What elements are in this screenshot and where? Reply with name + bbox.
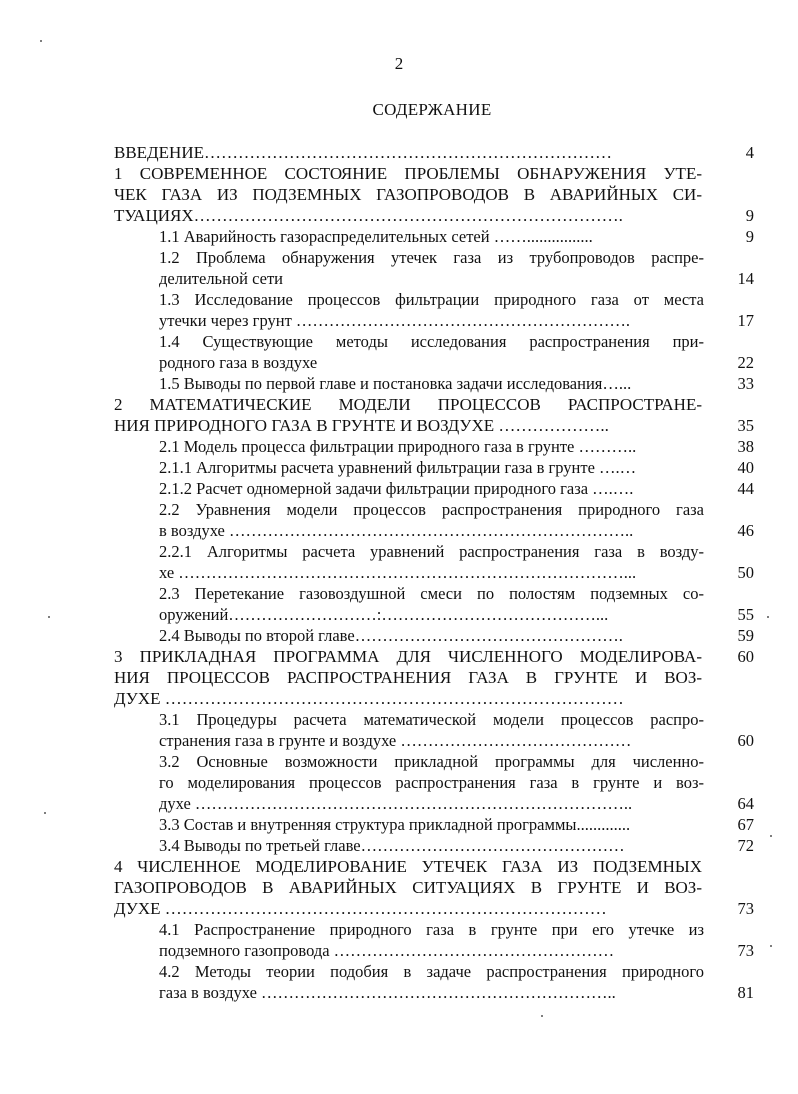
toc-entry — [114, 142, 754, 163]
toc-page-number: 38 — [737, 437, 754, 456]
toc-entry — [114, 457, 754, 478]
toc-page-number: 59 — [737, 626, 754, 645]
toc-entry-line: 2.2.1 Алгоритмы расчета уравнений распространения газа в возду- — [159, 542, 704, 561]
toc-entry-line: 3.4 Выводы по третьей главе………………………………………… — [159, 836, 625, 855]
toc-entry — [114, 289, 754, 331]
toc-title: СОДЕРЖАНИЕ — [372, 100, 492, 119]
toc-page-number: 50 — [737, 563, 754, 582]
toc-entry-line: 4 ЧИСЛЕННОЕ МОДЕЛИРОВАНИЕ УТЕЧЕК ГАЗА ИЗ ПОДЗЕМНЫХ — [114, 857, 702, 876]
toc-page-number: 22 — [737, 353, 754, 372]
toc-entry-line: 4.1 Распространение природного газа в грунте при его утечке из — [159, 920, 704, 939]
toc-entry-line: оружений………………………:…………………………………... — [159, 605, 609, 624]
toc-entry-line: ЧЕК ГАЗА ИЗ ПОДЗЕМНЫХ ГАЗОПРОВОДОВ В АВАРИЙНЫХ СИ- — [114, 185, 702, 204]
toc-entry-line: 2.1.2 Расчет одномерной задачи фильтрации природного газа ….…. — [159, 479, 634, 498]
toc-entry — [114, 856, 754, 919]
toc-page-number: 60 — [737, 731, 754, 750]
toc-entry — [114, 226, 754, 247]
toc-entry — [114, 814, 754, 835]
toc-entry-line: 4.2 Методы теории подобия в задаче распространения природного — [159, 962, 704, 981]
toc-entry-line: 1.3 Исследование процессов фильтрации природного газа от места — [159, 290, 704, 309]
toc-entry-line: 1 СОВРЕМЕННОЕ СОСТОЯНИЕ ПРОБЛЕМЫ ОБНАРУЖЕНИЯ УТЕ- — [114, 164, 702, 183]
toc-entry-line: 3.3 Состав и внутренняя структура прикладной программы............. — [159, 815, 631, 834]
toc-entry-line: духе …………………………………………………………………….. — [159, 794, 633, 813]
toc-entry — [114, 961, 754, 1003]
toc-entry-line: 2.3 Перетекание газовоздушной смеси по полостям подземных со- — [159, 584, 704, 603]
toc-entry-line: 2.1.1 Алгоритмы расчета уравнений фильтрации газа в грунте ….… — [159, 458, 637, 477]
toc-entry-line: 2.1 Модель процесса фильтрации природного газа в грунте ……….. — [159, 437, 637, 456]
toc-page-number: 35 — [737, 416, 754, 435]
toc-entry-line: делительной сети — [159, 269, 283, 288]
toc-page-number: 44 — [737, 479, 754, 498]
toc-page-number: 72 — [737, 836, 754, 855]
toc-entry — [114, 163, 754, 226]
toc-entry — [114, 373, 754, 394]
toc-page-number: 40 — [737, 458, 754, 477]
toc-entry-line: ГАЗОПРОВОДОВ В АВАРИЙНЫХ СИТУАЦИЯХ В ГРУНТЕ И ВОЗ- — [114, 878, 702, 897]
toc-entry-line: 3.1 Процедуры расчета математической модели процессов распро- — [159, 710, 704, 729]
toc-entry-line: утечки через грунт ……………………………………………………. — [159, 311, 631, 330]
toc-page-number: 9 — [745, 206, 754, 225]
toc-entry — [114, 499, 754, 541]
toc-page-number: 46 — [737, 521, 754, 540]
toc-entry — [114, 478, 754, 499]
toc-page-number: 60 — [737, 647, 754, 666]
toc-page-number: 17 — [737, 311, 754, 330]
toc-entry-line: странения газа в грунте и воздухе …………………………………… — [159, 731, 632, 750]
toc-entry-line: 2.2 Уравнения модели процессов распространения природного газа — [159, 500, 704, 519]
toc-page-number: 81 — [737, 983, 754, 1002]
toc-entry — [114, 919, 754, 961]
toc-entry-line: газа в воздухе ……………………………………………………….. — [159, 983, 616, 1002]
toc-entry-line: 3 ПРИКЛАДНАЯ ПРОГРАММА ДЛЯ ЧИСЛЕННОГО МОДЕЛИРОВА- — [114, 647, 702, 666]
toc-entry-line: 2.4 Выводы по второй главе…………………………………………. — [159, 626, 623, 645]
toc-entry — [114, 541, 754, 583]
toc-entry-line: ДУХЕ …………………………………………………………………… — [114, 899, 607, 918]
toc-entry-line: 1.1 Аварийность газораспределительных сетей ……................ — [159, 227, 593, 246]
toc-entry — [114, 751, 754, 814]
toc-page-number: 55 — [737, 605, 754, 624]
toc-entry-line: родного газа в воздухе — [159, 353, 318, 372]
toc-entry-line: 1.4 Существующие методы исследования распространения при- — [159, 332, 704, 351]
toc-entry-line: го моделирования процессов распространения газа в грунте и воз- — [159, 773, 704, 792]
toc-page-number: 9 — [745, 227, 754, 246]
toc-entry-line: 1.2 Проблема обнаружения утечек газа из трубопроводов распре- — [159, 248, 704, 267]
toc-entry-line: 3.2 Основные возможности прикладной программы для численно- — [159, 752, 704, 771]
toc-entry-line: подземного газопровода …………………………………………… — [159, 941, 615, 960]
toc-entry-line: ВВЕДЕНИЕ……………………………………………………………… — [114, 143, 612, 162]
toc-entry-line: ДУХЕ ……………………………………………………………………… — [114, 689, 624, 708]
toc-entry-line: в воздухе ……………………………………………………………….. — [159, 521, 634, 540]
scan-speck — [770, 835, 772, 837]
toc-page-number: 64 — [737, 794, 754, 813]
toc-page-number: 73 — [737, 899, 754, 918]
toc-entry-line: 1.5 Выводы по первой главе и постановка задачи исследования…... — [159, 374, 632, 393]
toc-entry — [114, 835, 754, 856]
toc-entry — [114, 394, 754, 436]
toc-entry — [114, 646, 754, 709]
scan-speck — [770, 945, 772, 947]
toc-entry — [114, 331, 754, 373]
toc-entry — [114, 709, 754, 751]
scan-speck — [40, 40, 42, 42]
toc-entry-line: НИЯ ПРОЦЕССОВ РАСПРОСТРАНЕНИЯ ГАЗА В ГРУНТЕ И ВОЗ- — [114, 668, 702, 687]
scan-speck — [541, 1015, 543, 1017]
toc-page-number: 14 — [737, 269, 754, 288]
toc-entry — [114, 583, 754, 625]
toc-page-number: 4 — [745, 143, 754, 162]
toc-page-number: 33 — [737, 374, 754, 393]
toc-entry-line: ТУАЦИЯХ…………………………………………………………………. — [114, 206, 623, 225]
toc-entry — [114, 625, 754, 646]
scan-speck — [48, 616, 50, 618]
page-number: 2 — [394, 54, 404, 73]
scan-speck — [44, 812, 46, 814]
toc-entry-line: НИЯ ПРИРОДНОГО ГАЗА В ГРУНТЕ И ВОЗДУХЕ ……………….. — [114, 416, 609, 435]
table-of-contents — [114, 142, 754, 1003]
toc-page-number: 73 — [737, 941, 754, 960]
toc-entry-line: 2 МАТЕМАТИЧЕСКИЕ МОДЕЛИ ПРОЦЕССОВ РАСПРОСТРАНЕ- — [114, 395, 702, 414]
toc-entry-line: хе ………………………………………………………………………... — [159, 563, 637, 582]
toc-page-number: 67 — [737, 815, 754, 834]
scan-speck — [767, 616, 769, 618]
toc-entry — [114, 247, 754, 289]
toc-entry — [114, 436, 754, 457]
